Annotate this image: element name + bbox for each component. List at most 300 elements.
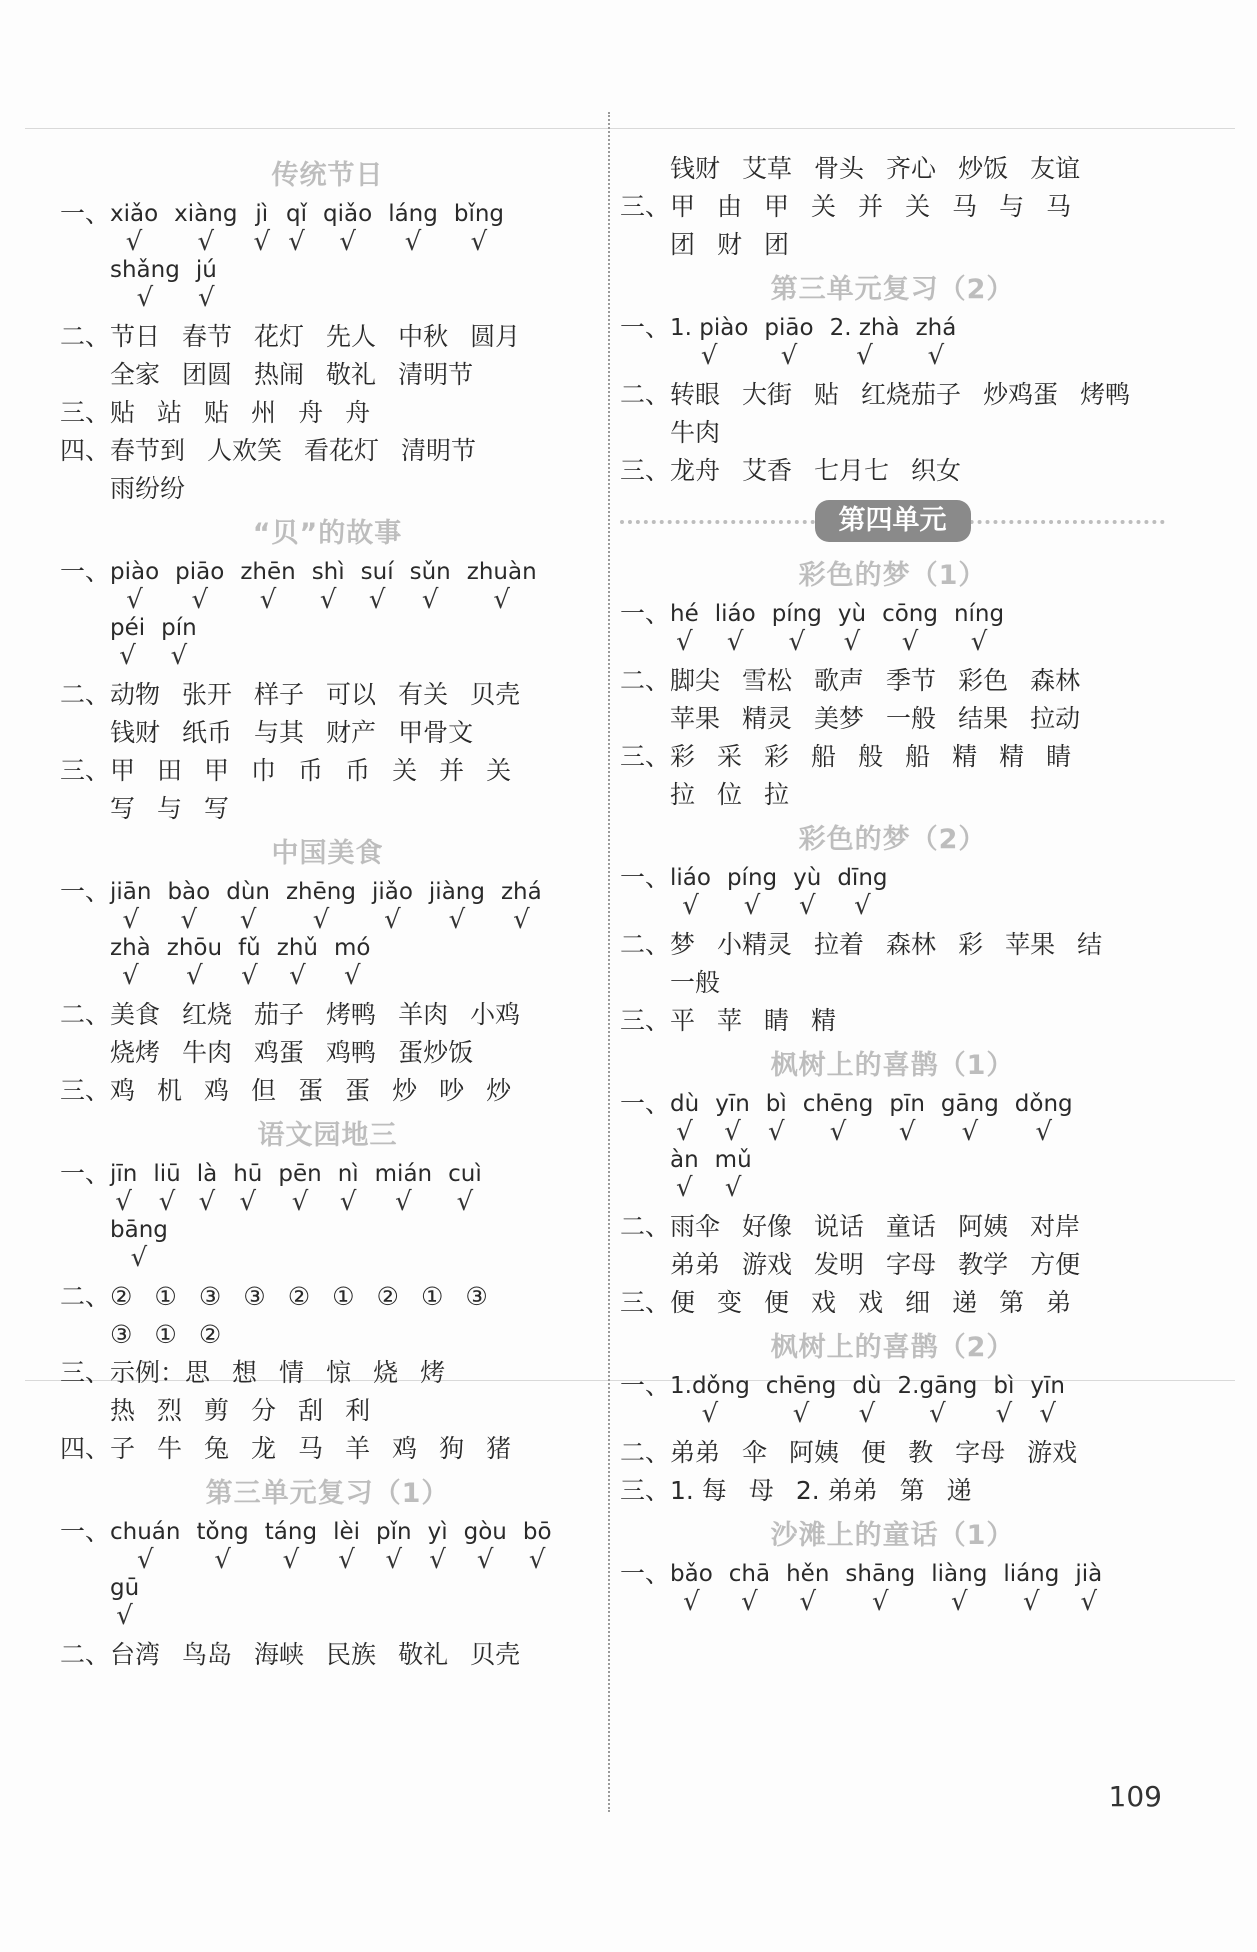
pinyin-question [620,1090,1165,1202]
answer-word: 财 [717,230,743,259]
answer-word: 便 [670,1288,696,1317]
answer-word: 位 [717,780,743,809]
pinyin-text: qiǎo [323,201,373,227]
answer-word: 梦 [670,930,696,959]
check-mark: √ [191,585,209,615]
check-mark: √ [701,1399,719,1429]
answer-word: 机 [157,1076,183,1105]
pinyin-row [110,1216,498,1272]
pinyin-row [670,1090,1089,1146]
answer-word: 台湾 [110,1640,161,1669]
answer-word: 变 [717,1288,743,1317]
answer-line [60,1430,595,1468]
left-column [60,150,595,1674]
answer-word: 红烧 [182,1000,233,1029]
answer-word: 雨伞 [670,1212,721,1241]
question-number: 三、 [620,456,671,485]
pinyin-rows [110,200,520,312]
answer-word: 美食 [110,1000,161,1029]
pinyin-text: yīn [1030,1373,1065,1399]
pinyin-text: zhǔ [276,935,318,961]
check-mark: √ [872,1587,889,1617]
check-mark: √ [448,905,466,935]
question-number: 一、 [60,1517,111,1546]
answer-word: 转眼 [670,380,721,409]
answer-word: 美梦 [814,704,865,733]
pinyin-answer [197,1160,217,1216]
answer-items [670,226,811,264]
check-mark: √ [122,905,140,935]
pinyin-row [670,1560,1118,1616]
answer-word: 第 [999,1288,1025,1317]
answer-items [670,1002,858,1040]
check-mark: √ [970,627,988,657]
check-mark: √ [743,891,761,921]
pinyin-answer [830,314,900,370]
answer-word: 彩 [958,930,984,959]
check-mark: √ [198,1187,216,1217]
answer-word: ③ [198,1282,222,1311]
answer-line [60,1034,595,1072]
pinyin-text: liū [153,1161,181,1187]
pinyin-answer [167,934,222,990]
pinyin-text: liàng [931,1561,988,1587]
answer-word: 与 [157,794,183,823]
pinyin-row [670,600,1020,656]
pinyin-text: nì [337,1161,359,1187]
answer-word: 由 [717,192,743,221]
question-number: 二、 [60,322,111,351]
answer-word: ① [154,1320,177,1349]
answer-line [60,714,595,752]
unit-title: 第四单元 [815,500,971,542]
answer-word: 精 [952,742,978,771]
answer-word: 全家 [110,360,161,389]
question-number: 一、 [620,313,671,342]
pinyin-text: 2.gāng [897,1373,978,1399]
answer-word: 教学 [958,1250,1009,1279]
pinyin-text: 2. zhà [829,315,900,341]
check-mark: √ [1023,1587,1040,1617]
check-mark: √ [858,1399,876,1429]
answer-word: 马 [952,192,978,221]
answer-word: 拉 [670,780,696,809]
pinyin-answer [428,1518,448,1574]
pinyin-question [620,314,1165,370]
answer-word: 贴 [204,398,230,427]
pinyin-text: dǒng [1014,1091,1073,1117]
answer-line [60,790,595,828]
answer-word: 弟 [1046,1288,1072,1317]
pinyin-answer [889,1090,925,1146]
question-number: 二、 [620,930,671,959]
answer-word: 刮 [298,1396,324,1425]
pinyin-text: táng [264,1519,318,1545]
pinyin-text: hěn [786,1561,830,1587]
answer-word: 情 [279,1358,305,1387]
answer-word: 彩 [764,742,790,771]
answer-word: 关 [392,756,418,785]
check-mark: √ [843,627,861,657]
check-mark: √ [476,1545,494,1575]
answer-word: 鸡 [110,1076,136,1105]
answer-word: 字母 [886,1250,937,1279]
question-number: 一、 [60,877,111,906]
pinyin-rows [110,878,558,990]
answer-items [670,414,742,452]
top-rule [25,128,1235,129]
pinyin-answer [429,878,485,934]
answer-word: ③ [243,1282,266,1311]
question-number: 二、 [60,1640,111,1669]
answer-word: 说话 [814,1212,865,1241]
section-title: 第三单元复习（1） [205,1478,450,1509]
pinyin-answer [240,558,295,614]
pinyin-question [620,1560,1165,1616]
pinyin-text: piāo [764,315,814,341]
answer-word: 脚尖 [670,666,721,695]
pinyin-answer [993,1372,1014,1428]
pinyin-text: pēn [278,1161,322,1187]
check-mark: √ [741,1587,758,1617]
answer-word: 猪 [486,1434,512,1463]
check-mark: √ [125,227,143,257]
answer-items [670,188,1093,226]
answer-word: ① [154,1282,177,1311]
pinyin-answer [338,1160,359,1216]
page-number: 109 [1108,1780,1162,1813]
answer-word: 结果 [958,704,1009,733]
answer-word: 般 [858,742,884,771]
answer-word: 巾 [251,756,277,785]
pinyin-answer [1015,1090,1073,1146]
answer-word: 阿姨 [789,1438,840,1467]
pinyin-answer [448,1160,482,1216]
answer-word: 羊 [345,1434,371,1463]
answer-word: 骨头 [814,154,865,183]
answer-line [620,1284,1165,1322]
pinyin-rows [670,600,1020,656]
answer-word: 币 [298,756,324,785]
question-number: 二、 [60,1000,111,1029]
check-mark: √ [259,585,277,615]
pinyin-answer [467,558,537,614]
answer-word: 示例：思 [110,1358,211,1387]
pinyin-answer [670,1146,699,1202]
answer-word: 便 [764,1288,790,1317]
pinyin-answer [196,256,217,312]
answer-word: 森林 [886,930,937,959]
check-mark: √ [404,227,422,257]
pinyin-row [110,1574,568,1630]
answer-word: 春节到 [110,436,186,465]
pinyin-text: là [196,1161,218,1187]
pinyin-text: qǐ [286,201,308,227]
answer-word: 纸币 [182,718,233,747]
pinyin-rows [110,1160,498,1272]
pinyin-text: sǔn [409,559,451,585]
answer-word: ① [420,1282,444,1311]
answer-word: 春节 [182,322,233,351]
pinyin-text: zhá [500,879,542,905]
pinyin-rows [670,864,904,920]
answer-items [110,1392,392,1430]
pinyin-answer [110,1216,168,1272]
answer-word: 烈 [157,1396,183,1425]
pinyin-row [110,256,520,312]
pinyin-text: mián [374,1161,433,1187]
pinyin-answer [278,1160,321,1216]
pinyin-answer [803,1090,874,1146]
answer-line [620,414,1165,452]
pinyin-text: hé [670,601,699,627]
answer-word: 贴 [814,380,840,409]
answer-word: 团圆 [182,360,233,389]
check-mark: √ [683,1587,700,1617]
check-mark: √ [929,1399,946,1429]
pinyin-answer [1075,1560,1102,1616]
answer-items [670,738,1093,776]
answer-items [670,376,1152,414]
pinyin-answer [110,200,158,256]
pinyin-answer [852,1372,881,1428]
pinyin-answer [323,200,372,256]
section-title: 语文园地三 [257,1120,398,1151]
answer-word: 蛋 [298,1076,324,1105]
answer-word: 子 [110,1434,136,1463]
pinyin-text: píng [771,601,822,627]
pinyin-rows [110,558,553,670]
question-number: 一、 [620,1371,671,1400]
check-mark: √ [898,1117,916,1147]
pinyin-answer [766,1372,837,1428]
check-mark: √ [136,1545,154,1575]
answer-word: ② [198,1320,222,1349]
pinyin-text: chuán [110,1519,181,1545]
check-mark: √ [456,1187,474,1217]
answer-word: 蛋 [345,1076,371,1105]
pinyin-answer [333,1518,360,1574]
pinyin-text: pǐn [376,1519,412,1545]
pinyin-row [670,1372,1081,1428]
question-number: 一、 [60,557,111,586]
pinyin-answer [110,1160,137,1216]
pinyin-answer [226,878,270,934]
answer-word: 关 [486,756,512,785]
answer-word: 狗 [439,1434,465,1463]
answer-word: 烧 [373,1358,399,1387]
answer-word: 戏 [811,1288,837,1317]
answer-word: 炒鸡蛋 [983,380,1059,409]
answer-word: 彩色 [958,666,1009,695]
answer-word: 拉动 [1030,704,1081,733]
pinyin-answer [388,200,438,256]
answer-word: 弟弟 [670,1250,721,1279]
answer-word: 采 [717,742,743,771]
answer-word: 七月七 [814,456,890,485]
check-mark: √ [291,1187,309,1217]
answer-word: 伞 [742,1438,768,1467]
pinyin-answer [196,1518,248,1574]
question-number: 三、 [620,742,671,771]
pinyin-text: bāng [110,1217,168,1243]
answer-items [110,676,542,714]
pinyin-answer [670,600,699,656]
answer-word: 州 [251,398,277,427]
pinyin-text: mǔ [714,1147,752,1173]
check-mark: √ [700,341,718,371]
question-number: 二、 [60,680,111,709]
answer-items [110,790,251,828]
pinyin-text: zhōu [166,935,223,961]
pinyin-answer [954,600,1004,656]
pinyin-answer [764,314,813,370]
answer-word: ① [332,1282,355,1311]
check-mark: √ [676,1173,693,1203]
pinyin-answer [931,1560,987,1616]
answer-word: 船 [905,742,931,771]
check-mark: √ [724,1173,742,1203]
answer-word: 拉着 [814,930,865,959]
answer-word: 烤鸭 [1080,380,1131,409]
check-mark: √ [126,585,143,615]
answer-word: ② [110,1282,133,1311]
answer-word: 吵 [439,1076,465,1105]
pinyin-answer [501,878,542,934]
pinyin-text: zhuàn [466,559,537,585]
answer-items [670,926,1124,964]
pinyin-text: liáo [670,865,711,891]
pinyin-text: xiǎo [110,201,159,227]
answer-word: 兔 [204,1434,230,1463]
pinyin-answer [375,1160,432,1216]
answer-word: 圆月 [470,322,521,351]
answer-line [620,926,1165,964]
answer-items [110,356,495,394]
answer-word: 甲 [670,192,696,221]
answer-line [620,1002,1165,1040]
pinyin-text: shǎng [110,257,180,283]
column-divider [608,112,610,1812]
question-number: 三、 [620,192,671,221]
pinyin-answer [670,1090,699,1146]
question-number: 二、 [620,1212,671,1241]
check-mark: √ [385,1545,403,1575]
answer-word: 雨纷纷 [110,474,186,503]
section-title: “贝”的故事 [252,518,403,549]
pinyin-answer [454,200,504,256]
pinyin-text: yù [793,865,822,891]
answer-word: 甲 [764,192,790,221]
pinyin-text: mó [333,935,371,961]
pinyin-text: bǎo [670,1561,713,1587]
answer-line [60,1278,595,1316]
question-number: 二、 [620,666,671,695]
answer-word: 船 [811,742,837,771]
answer-word: 一般 [886,704,937,733]
answer-word: 龙舟 [670,456,721,485]
check-mark: √ [312,905,330,935]
answer-word: 鸡鸭 [326,1038,377,1067]
check-mark: √ [395,1187,412,1217]
answer-word: 贴 [110,398,136,427]
answer-word: 分 [251,1396,277,1425]
pinyin-row [110,878,558,934]
pinyin-answer [174,200,237,256]
question-number: 二、 [620,1438,671,1467]
answer-line [620,662,1165,700]
answer-word: 清明节 [401,436,477,465]
pinyin-answer [372,878,413,934]
check-mark: √ [901,627,919,657]
answer-word: 苹果 [670,704,721,733]
pinyin-answer [670,314,748,370]
pinyin-answer [277,934,318,990]
answer-items [670,1472,994,1510]
answer-word: 与 [999,192,1025,221]
question-number: 一、 [620,1089,671,1118]
answer-items [670,1434,1099,1472]
answer-word: 苹果 [1005,930,1056,959]
answer-word: 艾草 [742,154,793,183]
check-mark: √ [429,1545,446,1575]
pinyin-answer [523,1518,552,1574]
answer-line [60,394,595,432]
answer-word: 节日 [110,322,161,351]
answer-word: 苹 [717,1006,743,1035]
answer-items [670,1246,1102,1284]
pinyin-answer [110,1518,180,1574]
answer-line [620,452,1165,490]
pinyin-answer [334,934,370,990]
pinyin-text: láng [388,201,438,227]
answer-word: 牛肉 [182,1038,233,1067]
pinyin-text: yù [837,601,867,627]
answer-word: 游戏 [742,1250,793,1279]
answer-word: 贝壳 [470,1640,521,1669]
answer-word: 舟 [345,398,371,427]
question-number: 一、 [60,1159,111,1188]
answer-word: 拉 [764,780,790,809]
answer-word: 花灯 [254,322,305,351]
check-mark: √ [239,1187,257,1217]
answer-word: 彩 [670,742,696,771]
pinyin-answer [253,200,270,256]
answer-word: 好像 [742,1212,793,1241]
pinyin-question [620,864,1165,920]
pinyin-text: cuì [448,1161,482,1187]
check-mark: √ [726,627,744,657]
check-mark: √ [724,1117,741,1147]
pinyin-answer [772,600,822,656]
answer-word: ② [287,1282,311,1311]
pinyin-answer [715,1146,752,1202]
answer-items [110,1430,533,1468]
answer-word: 蛋炒饭 [398,1038,474,1067]
check-mark: √ [682,891,699,921]
answer-word: 递 [946,1476,972,1505]
answer-items [670,1284,1093,1322]
answer-word: 并 [439,756,465,785]
answer-word: 发明 [814,1250,865,1279]
answer-word: 细 [905,1288,931,1317]
pinyin-text: shì [311,559,345,585]
pinyin-answer [410,558,451,614]
pinyin-text: 1. piào [670,315,749,341]
check-mark: √ [676,1117,693,1147]
pinyin-text: suí [360,559,394,585]
answer-line [620,738,1165,776]
